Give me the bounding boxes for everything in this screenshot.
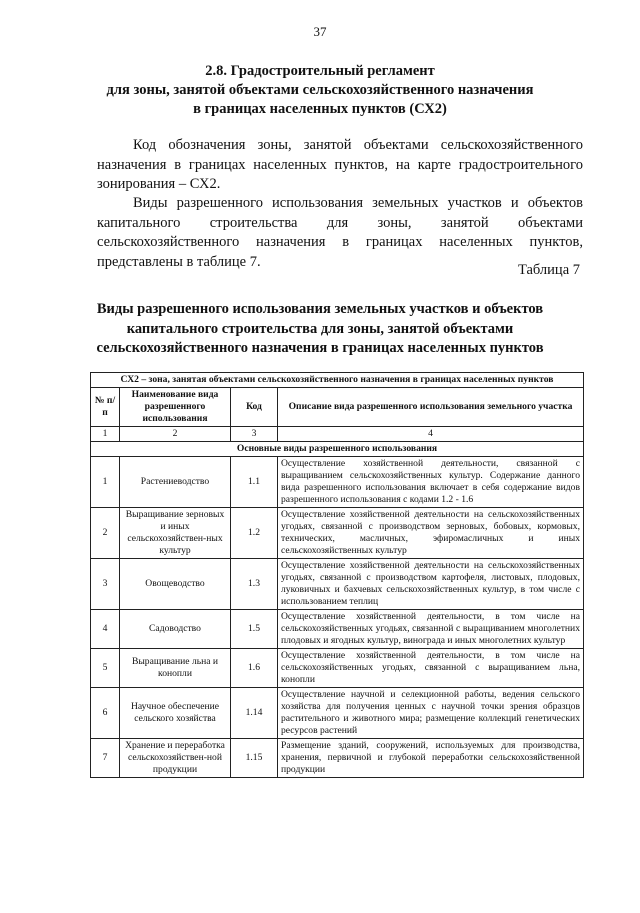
heading-line-1: 2.8. Градостроительный регламент (205, 63, 435, 79)
row-number: 2 (91, 508, 120, 559)
zone-header-row (91, 373, 584, 388)
use-code: 1.14 (231, 688, 278, 739)
section-label: Основные виды разрешенного использования (91, 442, 584, 457)
zone-code-paragraph: Код обозначения зоны, занятой объектами сельскохозяйственного назначения в границах населенных пунктов, на карте градостроительного зонирования – СХ2. (97, 137, 583, 192)
column-header-number: № п/п (91, 388, 120, 427)
use-code: 1.1 (231, 457, 278, 508)
row-number: 4 (91, 610, 120, 649)
table-row (91, 610, 584, 649)
table-reference: Таблица 7 (517, 262, 580, 278)
row-number: 3 (91, 559, 120, 610)
use-name: Научное обеспечение сельского хозяйства (120, 688, 231, 739)
use-description: Размещение зданий, сооружений, используемых для производства, хранения, первичной и глубокой переработки сельскохозяйственной продукции (278, 739, 584, 778)
use-description: Осуществление хозяйственной деятельности, связанной с выращиванием сельскохозяйственных культур. Содержание данного вида разрешенного использования включает в себя содержание видов разрешенного использования с кодами 1.2 - 1.6 (278, 457, 584, 508)
table-row (91, 649, 584, 688)
table-row (91, 739, 584, 778)
page-number: 37 (313, 24, 327, 39)
use-name: Хранение и переработка сельскохозяйствен-ной продукции (120, 739, 231, 778)
table-row (91, 559, 584, 610)
use-name: Выращивание льна и конопли (120, 649, 231, 688)
use-name: Овощеводство (120, 559, 231, 610)
column-header-name: Наименование вида разрешенного использования (120, 388, 231, 427)
heading-line-3: в границах населенных пунктов (СХ2) (193, 101, 447, 117)
table-title: Виды разрешенного использования земельных участков и объектов капитального строительства для зоны, занятой объектами сельскохозяйственного назначения в границах населенных пунктов (96, 301, 544, 356)
row-number: 5 (91, 649, 120, 688)
section-heading (60, 62, 580, 119)
permitted-use-table (90, 372, 584, 778)
use-description: Осуществление хозяйственной деятельности, в том числе на сельскохозяйственных угодьях, связанной с выращиванием льна, конопли (278, 649, 584, 688)
column-header-description: Описание вида разрешенного использования земельного участка (278, 388, 584, 427)
permitted-uses-paragraph: Виды разрешенного использования земельных участков и объектов капитального строительства для зоны, занятой объектами сельскохозяйственного назначения в границах населенных пунктов, представлены в таблице 7. (97, 195, 583, 270)
use-description: Осуществление научной и селекционной работы, ведения сельского хозяйства для получения ценных с научной точки зрения образцов растительного и животного мира; размещение коллекций генетических ресурсов растений (278, 688, 584, 739)
zone-header: СХ2 – зона, занятая объектами сельскохозяйственного назначения в границах населенных пунктов (91, 373, 584, 388)
column-number-row (91, 427, 584, 442)
column-number: 1 (91, 427, 120, 442)
row-number: 6 (91, 688, 120, 739)
column-number: 4 (278, 427, 584, 442)
use-description: Осуществление хозяйственной деятельности на сельскохозяйственных угодьях, связанной с производством картофеля, листовых, плодовых, луковичных и бахчевых сельскохозяйственных культур, в том числе с использованием теплиц (278, 559, 584, 610)
column-number: 3 (231, 427, 278, 442)
heading-line-2: для зоны, занятой объектами сельскохозяйственного назначения (106, 82, 534, 98)
row-number: 1 (91, 457, 120, 508)
table-row (91, 508, 584, 559)
column-header-code: Код (231, 388, 278, 427)
section-row (91, 442, 584, 457)
column-header-row (91, 388, 584, 427)
row-number: 7 (91, 739, 120, 778)
use-code: 1.5 (231, 610, 278, 649)
table-row (91, 688, 584, 739)
use-code: 1.2 (231, 508, 278, 559)
use-name: Садоводство (120, 610, 231, 649)
use-name: Растениеводство (120, 457, 231, 508)
use-code: 1.6 (231, 649, 278, 688)
use-description: Осуществление хозяйственной деятельности на сельскохозяйственных угодьях, связанной с производством зерновых, бобовых, кормовых, технических, масличных, эфиромасличных и иных сельскохозяйственных культур (278, 508, 584, 559)
use-name: Выращивание зерновых и иных сельскохозяйствен-ных культур (120, 508, 231, 559)
column-number: 2 (120, 427, 231, 442)
use-code: 1.3 (231, 559, 278, 610)
use-description: Осуществление хозяйственной деятельности, в том числе на сельскохозяйственных угодьях, связанной с выращиванием многолетних плодовых и ягодных культур, винограда и иных многолетних культур (278, 610, 584, 649)
use-code: 1.15 (231, 739, 278, 778)
table-row (91, 457, 584, 508)
